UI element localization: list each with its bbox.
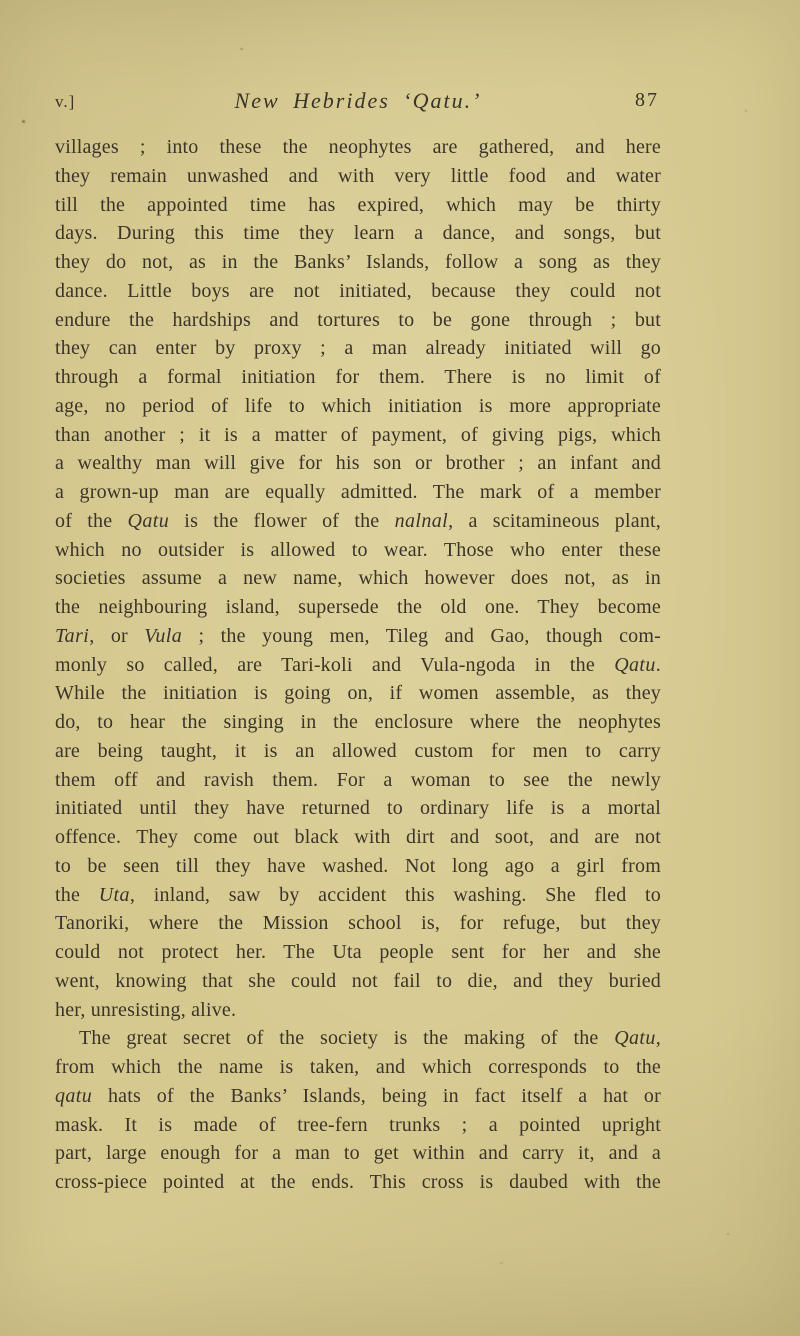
text-line: villages ; into these the neophytes are gathered, and here xyxy=(55,136,661,158)
text-line: them off and ravish them. For a woman to see the newly xyxy=(55,768,661,791)
running-header xyxy=(55,84,661,114)
text-line: than another ; it is a matter of payment, of giving pigs, which xyxy=(55,423,661,446)
text-line: through a formal initiation for them. There is no limit of xyxy=(55,366,661,388)
text-line: dance. Little boys are not initiated, because they could not xyxy=(55,279,661,302)
text-line: a wealthy man will give for his son or brother ; an infant and xyxy=(55,452,661,475)
paper-speck xyxy=(240,48,243,50)
text-line: initiated until they have returned to ordinary life is a mortal xyxy=(55,797,661,820)
text-line: endure the hardships and tortures to be gone through ; but xyxy=(55,308,661,331)
text-line: her, unresisting, alive. xyxy=(55,998,237,1021)
text-line: offence. They come out black with dirt and soot, and are not xyxy=(55,826,661,848)
text-line: could not protect her. The Uta people sent for her and she xyxy=(55,941,661,963)
paper-speck xyxy=(745,110,747,112)
text-line: part, large enough for a man to get within and carry it, and a xyxy=(55,1142,661,1165)
text-line: do, to hear the singing in the enclosure where the neophytes xyxy=(55,711,661,733)
paper-speck xyxy=(22,120,25,123)
text-line: from which the name is taken, and which corresponds to the xyxy=(55,1056,661,1078)
body-text xyxy=(55,133,661,1197)
text-line: While the initiation is going on, if women assemble, as they xyxy=(55,682,661,705)
text-line: of the Qatu is the flower of the nalnal, a scitamineous plant, xyxy=(55,509,661,532)
text-line: age, no period of life to which initiation is more appropriate xyxy=(55,394,661,417)
text-line: went, knowing that she could not fail to die, and they buried xyxy=(55,969,661,992)
text-line: monly so called, are Tari-koli and Vula-ngoda in the Qatu. xyxy=(55,653,661,676)
running-title: New Hebrides ‘Qatu.’ xyxy=(234,88,482,113)
paper-speck xyxy=(727,1233,729,1235)
text-line: they can enter by proxy ; a man already initiated will go xyxy=(55,337,661,360)
text-line: which no outsider is allowed to wear. Those who enter these xyxy=(55,538,661,561)
text-line: till the appointed time has expired, which may be thirty xyxy=(55,193,661,216)
text-line: days. During this time they learn a dance, and songs, but xyxy=(55,222,661,245)
text-line: Tari, or Vula ; the young men, Tileg and Gao, though com- xyxy=(55,624,661,647)
text-line: Tanoriki, where the Mission school is, for refuge, but they xyxy=(55,912,661,935)
text-line: a grown-up man are equally admitted. The mark of a member xyxy=(55,481,661,503)
paper-speck xyxy=(500,1262,503,1264)
text-line: societies assume a new name, which however does not, as in xyxy=(55,567,661,590)
text-line: are being taught, it is an allowed custom for men to carry xyxy=(55,739,661,762)
text-line: they remain unwashed and with very little food and water xyxy=(55,164,661,187)
text-line: cross-piece pointed at the ends. This cross is daubed with the xyxy=(55,1171,661,1193)
text-line: the neighbouring island, supersede the old one. They become xyxy=(55,596,661,618)
text-line: mask. It is made of tree-fern trunks ; a pointed upright xyxy=(55,1113,661,1136)
text-line: qatu hats of the Banks’ Islands, being in fact itself a hat or xyxy=(55,1084,661,1107)
page-number: 87 xyxy=(635,89,659,111)
text-line: to be seen till they have washed. Not long ago a girl from xyxy=(55,854,661,877)
text-line: The great secret of the society is the making of the Qatu, xyxy=(79,1027,661,1050)
text-line: the Uta, inland, saw by accident this washing. She fled to xyxy=(55,883,662,906)
text-line: they do not, as in the Banks’ Islands, follow a song as they xyxy=(55,251,661,273)
chapter-marker: v.] xyxy=(55,92,76,111)
